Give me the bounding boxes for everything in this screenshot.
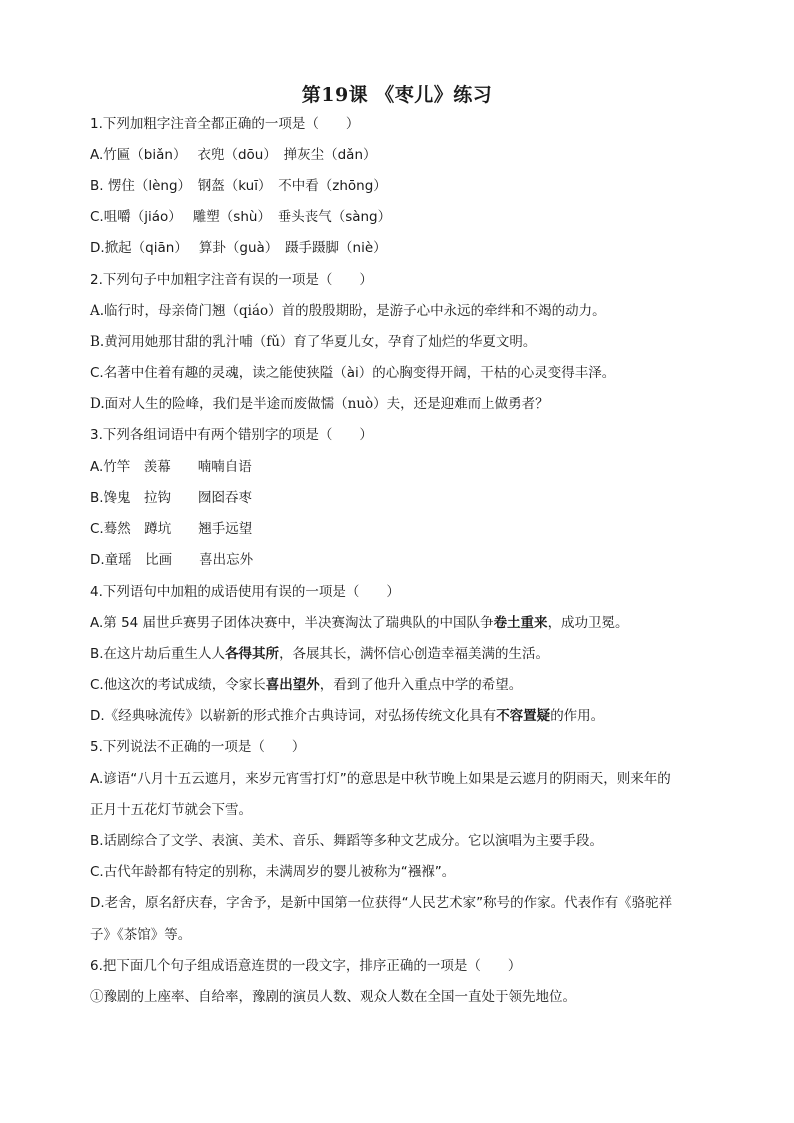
q1-option-b: B. 愣住（lèng） 钢盔（kuī） 不中看（zhōng） [90,178,387,194]
q2-option-a: A.临行时，母亲倚门翘（qiáo）首的殷殷期盼，是游子心中永远的牵绊和不竭的动力。 [90,303,606,319]
q2-stem: 2.下列句子中加粗字注音有误的一项是（ ） [90,272,373,288]
q5-option-c: C.古代年龄都有特定的别称，未满周岁的婴儿被称为“襁褓”。 [90,864,456,880]
q4-option-d-idiom: 不容置疑 [496,708,551,724]
q1-option-a: A.竹匾（biǎn） 衣兜（dōu） 掸灰尘（dǎn） [90,147,377,163]
q4-option-d-text: D.《经典咏流传》以崭新的形式推介古典诗词，对弘扬传统文化具有 [90,708,497,724]
q4-option-b-idiom: 各得其所 [225,646,280,662]
page-title: 第19课 《枣儿》练习 [301,84,493,106]
q4-option-b-text-end: ，各展其长，满怀信心创造幸福美满的生活。 [279,646,550,662]
q2-option-b: B.黄河用她那甘甜的乳汁哺（fǔ）育了华夏儿女，孕育了灿烂的华夏文明。 [90,334,537,350]
q4-option-d-text-end: 的作用。 [550,708,605,724]
q3-option-d: D.童瑶 比画 喜出忘外 [90,552,254,568]
q4-option-c [90,675,720,695]
q6-stem: 6.把下面几个句子组成语意连贯的一段文字，排序正确的一项是（ ） [90,958,522,974]
q5-option-d-line2: 子》《茶馆》等。 [90,927,192,943]
q2-option-c: C.名著中住着有趣的灵魂，读之能使狭隘（ài）的心胸变得开阔，干枯的心灵变得丰泽。 [90,365,616,381]
q4-option-c-idiom: 喜出望外 [265,677,320,693]
q5-option-b: B.话剧综合了文学、表演、美术、音乐、舞蹈等多种文艺成分。它以演唱为主要手段。 [90,833,604,849]
q4-stem: 4.下列语句中加粗的成语使用有误的一项是（ ） [90,584,400,600]
q4-option-a [90,613,720,633]
q4-option-a-text-end: ，成功卫冕。 [547,615,629,631]
q1-option-d: D.掀起（qiān） 算卦（guà） 蹑手蹑脚（niè） [90,240,387,256]
q5-option-d-line1: D.老舍，原名舒庆春，字舍予，是新中国第一位获得“人民艺术家”称号的作家。代表作有《骆驼祥 [90,895,673,911]
q1-stem: 1.下列加粗字注音全都正确的一项是（ ） [90,116,360,132]
q5-stem: 5.下列说法不正确的一项是（ ） [90,739,306,755]
q5-option-a-line2: 正月十五花灯节就会下雪。 [90,802,252,818]
q4-option-c-text: C.他这次的考试成绩，令家长 [90,677,266,693]
q4-option-b-text: B.在这片劫后重生人人 [90,646,226,662]
q3-option-c: C.蓦然 蹲坑 翘手远望 [90,521,253,537]
q4-option-d [90,706,720,726]
q4-option-b [90,644,720,664]
q4-option-a-idiom: 卷土重来 [493,615,548,631]
q3-option-a: A.竹竿 羡幕 喃喃自语 [90,459,252,475]
q4-option-a-text: A.第 54 届世乒赛男子团体决赛中，半决赛淘汰了瑞典队的中国队争 [90,615,494,631]
q2-option-d: D.面对人生的险峰，我们是半途而废做懦（nuò）夫，还是迎难而上做勇者？ [90,396,549,412]
q3-option-b: B.馋鬼 拉钩 囫囵吞枣 [90,490,253,506]
q1-option-c: C.咀嚼（jiáo） 雕塑（shù） 垂头丧气（sàng） [90,209,392,225]
q6-sentence-1: ①豫剧的上座率、自给率，豫剧的演员人数、观众人数在全国一直处于领先地位。 [90,989,576,1005]
q3-stem: 3.下列各组词语中有两个错别字的项是（ ） [90,427,373,443]
q5-option-a-line1: A.谚语“八月十五云遮月，来岁元宵雪打灯”的意思是中秋节晚上如果是云遮月的阴雨天，则来年的 [90,771,671,787]
q4-option-c-text-end: ，看到了他升入重点中学的希望。 [319,677,523,693]
